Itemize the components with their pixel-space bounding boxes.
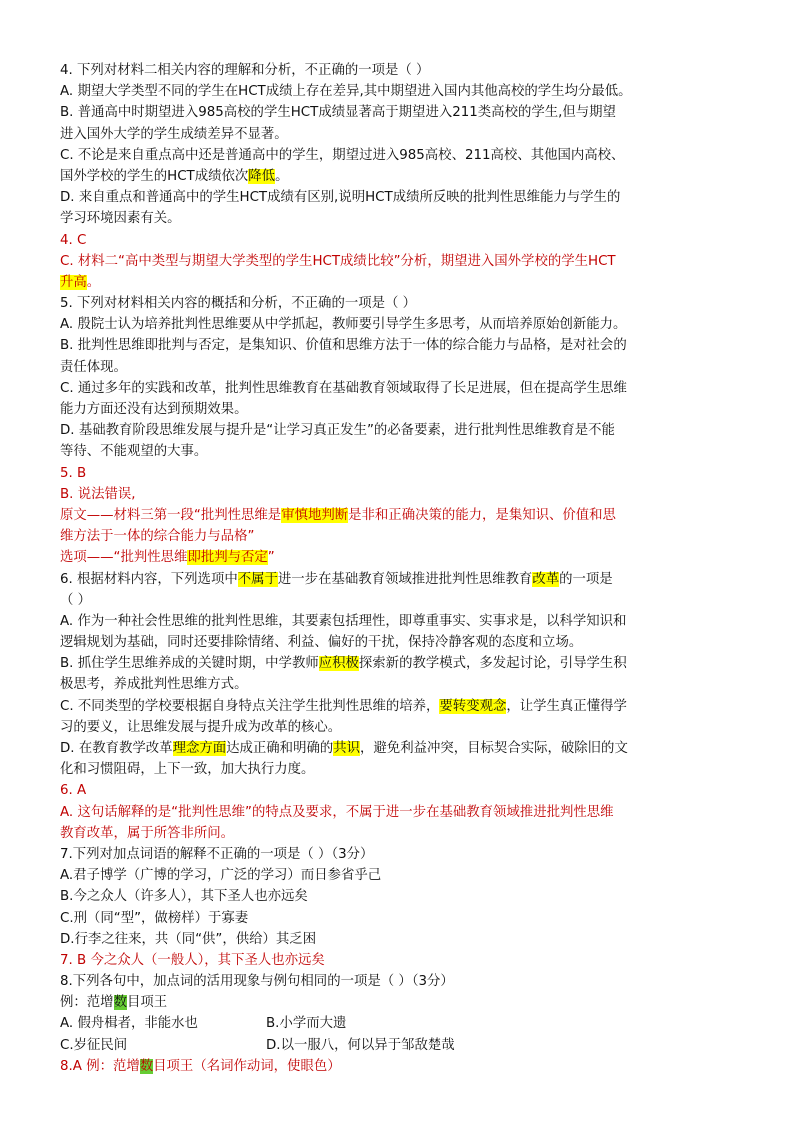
- text-segment: D. 来自重点和普通高中的学生HCT成绩有区别,说明HCT成绩所反映的批判性思维能力与学生的: [60, 190, 621, 206]
- text-line: [60, 717, 736, 738]
- text-line: [60, 908, 736, 929]
- text-segment: B. 普通高中时期望进入985高校的学生HCT成绩显著高于期望进入211类高校的学生,但与期望: [60, 105, 616, 121]
- text-segment: D. 基础教育阶段思维发展与提升是“让学习真正发生”的必备要素，进行批判性思维教育是不能: [60, 423, 615, 439]
- text-segment: 目项王（名词作动词，使眼色）: [153, 1058, 341, 1074]
- text-segment: 7.下列对加点词语的解释不正确的一项是（ ）（3分）: [60, 846, 374, 862]
- text-segment: B.小学而大遗: [266, 1016, 347, 1032]
- text-segment: 国外学校的学生的HCT成绩依次: [60, 168, 249, 184]
- text-segment: 5. B: [60, 465, 87, 481]
- text-segment: C. 材料二“高中类型与期望大学类型的学生HCT成绩比较”分析，期望进入国外学校的学生HCT: [60, 253, 616, 269]
- answer-line: [60, 272, 736, 293]
- highlighted-text: 升高: [60, 274, 87, 290]
- text-line: [60, 357, 736, 378]
- text-line: [60, 590, 736, 611]
- text-segment: C. 通过多年的实践和改革，批判性思维教育在基础教育领域取得了长足进展，但在提高学生思维: [60, 380, 627, 396]
- answer-line: [60, 463, 736, 484]
- text-line: [60, 886, 736, 907]
- text-segment: D. 在教育教学改革: [60, 741, 173, 756]
- text-line: [60, 60, 736, 81]
- text-segment: 5. 下列对材料相关内容的概括和分析，不正确的一项是（ ）: [60, 296, 417, 312]
- highlighted-text: 数: [139, 1058, 154, 1074]
- text-segment: C.刑（同“型”，做榜样）于寡妻: [60, 910, 249, 926]
- text-line: [60, 674, 736, 695]
- text-segment: ，避免利益冲突，目标契合实际，破除旧的文: [360, 741, 628, 756]
- text-line: [60, 102, 736, 123]
- text-line: [60, 1035, 736, 1056]
- text-line: [60, 187, 736, 208]
- text-segment: 6. 根据材料内容，下列选项中: [60, 571, 238, 587]
- text-segment: A. 作为一种社会性思维的批判性思维，其要素包括理性，即尊重事实、实事求是，以科学知识和: [60, 613, 627, 629]
- text-segment: 维方法于一体的综合能力与品格”: [60, 529, 255, 545]
- highlighted-text: 降低: [248, 168, 276, 184]
- text-segment: 8.A 例：范增: [60, 1058, 140, 1074]
- text-segment: 。: [275, 168, 289, 184]
- answer-line: [60, 484, 736, 505]
- text-segment: B. 批判性思维即批判与否定，是集知识、价值和思维方法于一体的综合能力与品格，是对社会的: [60, 338, 627, 354]
- answer-line: [60, 1056, 736, 1077]
- answer-line: [60, 526, 736, 547]
- text-segment: 7. B 今之众人（一般人），其下圣人也亦远矣: [60, 952, 325, 968]
- text-line: [60, 865, 736, 886]
- highlighted-text: 共识: [333, 741, 361, 756]
- text-line: [60, 759, 736, 780]
- text-segment: B. 抓住学生思维养成的关键时期，中学教师: [60, 656, 319, 672]
- highlighted-text: 应积极: [318, 656, 359, 672]
- text-segment: 达成正确和明确的: [226, 741, 334, 756]
- answer-line: [60, 251, 736, 272]
- text-segment: 8.下列各句中，加点词的活用现象与例句相同的一项是（ ）（3分）: [60, 974, 454, 990]
- text-line: [60, 632, 736, 653]
- text-line: [60, 335, 736, 356]
- answer-line: [60, 505, 736, 526]
- text-line: [60, 441, 736, 462]
- answer-line: [60, 823, 736, 844]
- answer-line: [60, 802, 736, 823]
- text-line: [60, 844, 736, 865]
- text-segment: 探索新的教学模式，多发起讨论，引导学生积: [358, 656, 627, 672]
- text-segment: C. 不同类型的学校要根据自身特点关注学生批判性思维的培养，: [60, 698, 440, 714]
- text-segment: 学习环境因素有关。: [60, 211, 181, 227]
- text-line: [60, 314, 736, 335]
- text-segment: A. 这句话解释的是“批判性思维”的特点及要求，不属于进一步在基础教育领域推进批判性思维: [60, 804, 614, 820]
- text-segment: 教育改革，属于所答非所问。: [60, 825, 235, 841]
- text-segment: ”: [267, 550, 275, 566]
- text-segment: 4. C: [60, 232, 87, 248]
- text-segment: 极思考，养成批判性思维方式。: [60, 677, 248, 693]
- text-segment: C.岁征民间: [60, 1037, 128, 1053]
- text-line: [60, 738, 736, 759]
- text-segment: B. 说法错误,: [60, 486, 136, 502]
- text-segment: B.今之众人（许多人），其下圣人也亦远矣: [60, 889, 308, 905]
- text-segment: 责任体现。: [60, 359, 127, 375]
- text-line: [60, 399, 736, 420]
- text-segment: 等待、不能观望的大事。: [60, 444, 208, 460]
- text-segment: 逻辑规划为基础，同时还要排除情绪、利益、偏好的干扰，保持冷静客观的态度和立场。: [60, 635, 583, 651]
- text-line: [60, 378, 736, 399]
- text-line: [60, 208, 736, 229]
- text-line: [60, 145, 736, 166]
- text-line: [60, 420, 736, 441]
- text-segment: A. 期望大学类型不同的学生在HCT成绩上存在差异,其中期望进入国内其他高校的学生均分最低。: [60, 84, 632, 100]
- text-segment: 选项——“批判性思维: [60, 550, 188, 566]
- text-line: [60, 81, 736, 102]
- text-line: [60, 611, 736, 632]
- answer-line: [60, 230, 736, 251]
- text-segment: 进一步在基础教育领域推进批判性思维教育: [277, 571, 533, 587]
- highlighted-text: 不属于: [237, 571, 278, 587]
- text-segment: A. 殷院士认为培养批判性思维要从中学抓起，教师要引导学生多思考，从而培养原始创新能力。: [60, 317, 627, 333]
- text-segment: ，让学生真正懂得学: [506, 698, 627, 714]
- highlighted-text: 要转变观念: [439, 698, 507, 714]
- text-segment: 能力方面还没有达到预期效果。: [60, 402, 248, 417]
- text-segment: A.君子博学（广博的学习，广泛的学习）而日参省乎己: [60, 868, 382, 884]
- text-segment: 例：范增: [60, 995, 114, 1011]
- text-segment: 。: [86, 274, 101, 290]
- text-segment: A. 假舟楫者，非能水也: [60, 1016, 198, 1032]
- answer-line: [60, 950, 736, 971]
- text-segment: （ ）: [60, 592, 92, 608]
- highlighted-text: 改革: [532, 571, 560, 587]
- text-segment: 目项王: [126, 995, 168, 1011]
- text-segment: D.以一服八，何以异于邹敌楚哉: [266, 1037, 455, 1053]
- text-segment: D.行李之往来，共（同“供”，供给）其乏困: [60, 931, 317, 947]
- text-line: [60, 569, 736, 590]
- text-line: [60, 166, 736, 187]
- text-line: [60, 992, 736, 1013]
- text-line: [60, 971, 736, 992]
- text-line: [60, 124, 736, 145]
- answer-line: [60, 547, 736, 568]
- text-line: [60, 929, 736, 950]
- text-segment: 的一项是: [559, 571, 613, 587]
- text-segment: 化和习惯阻碍，上下一致，加大执行力度。: [60, 762, 315, 778]
- text-line: [60, 1013, 736, 1034]
- highlighted-text: 即批判与否定: [187, 550, 268, 566]
- text-segment: 6. A: [60, 783, 87, 799]
- text-segment: C. 不论是来自重点高中还是普通高中的学生，期望过进入985高校、211高校、其他国内高校、: [60, 147, 625, 163]
- text-line: [60, 653, 736, 674]
- text-segment: 原文——材料三第一段“批判性思维是: [60, 507, 282, 523]
- text-segment: 习的要义，让思维发展与提升成为改革的核心。: [60, 719, 342, 735]
- text-line: [60, 293, 736, 314]
- text-segment: 进入国外大学的学生成绩差异不显著。: [60, 126, 288, 142]
- text-line: [60, 696, 736, 717]
- text-segment: 是非和正确决策的能力，是集知识、价值和思: [348, 507, 616, 523]
- text-segment: 4. 下列对材料二相关内容的理解和分析，不正确的一项是（ ）: [60, 63, 430, 78]
- highlighted-text: 理念方面: [172, 741, 227, 756]
- answer-line: [60, 780, 736, 801]
- highlighted-text: 审慎地判断: [281, 507, 349, 523]
- highlighted-text: 数: [113, 995, 127, 1011]
